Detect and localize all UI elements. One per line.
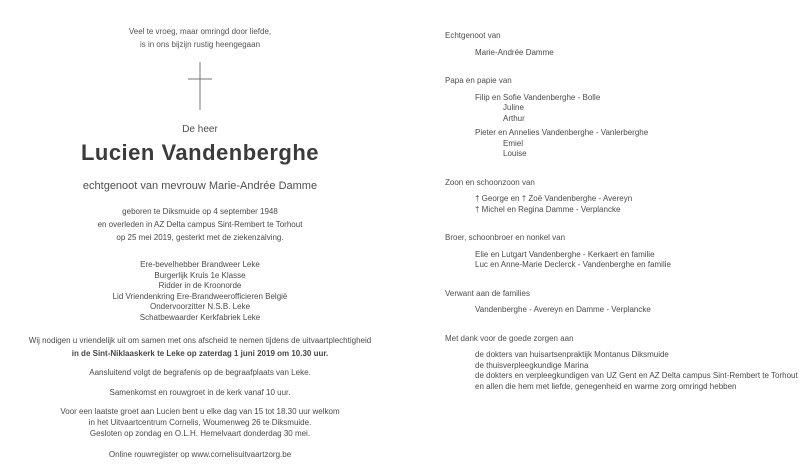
family-sections	[445, 31, 798, 392]
honor-line: Lid Vriendenkring Ere-Brandweerofficieren België	[112, 291, 288, 301]
family-member-line: Marie-Andrée Damme	[475, 47, 554, 57]
deceased-name: Lucien Vandenberghe	[80, 140, 320, 165]
family-member-line: Vandenberghe - Avereyn en Damme - Verplancke	[475, 305, 651, 314]
family-member-line: Elie en Lutgart Vandenberghe - Kerkaert en familie	[475, 249, 655, 259]
birth-death-line: geboren te Diksmuide op 4 september 1948	[122, 207, 278, 216]
family-member-line: Emiel	[503, 138, 524, 148]
family-member-line: en allen die hem met liefde, genegenheid en warme zorg omringd hebben	[475, 381, 737, 391]
family-member-line: de thuisverpleegkundige Marina	[475, 360, 589, 370]
family-member-line: Filip en Sofie Vandenberghe - Bolle	[475, 92, 601, 102]
invitation-line-bold: in de Sint-Niklaaskerk te Leke op zaterdag 1 juni 2019 om 10.30 uur.	[71, 349, 329, 358]
honor-line: Burgerlijk Kruis 1e Klasse	[154, 270, 246, 280]
salutation: De heer	[182, 124, 218, 135]
honor-line: Ere-bevelhebber Brandweer Leke	[140, 260, 260, 269]
family-section	[445, 76, 790, 160]
family-member-line: Luc en Anne-Marie Declerck - Vandenberghe en familie	[475, 260, 671, 269]
birth-death-block	[0, 205, 400, 244]
family-section	[445, 289, 790, 316]
online-register-line: Online rouwregister op www.cornelisuitvaartzorg.be	[108, 450, 292, 459]
family-member-line: Juline	[503, 103, 524, 112]
family-member-line: Pieter en Annelies Vandenberghe - Vanlerberghe	[475, 128, 649, 137]
family-section-label: Echtgenoot van	[445, 31, 501, 40]
family-member-line: Louise	[503, 149, 527, 158]
honor-line: Ondervoorzitter N.S.B. Leke	[149, 302, 251, 311]
birth-death-line: op 25 mei 2019, gesterkt met de ziekenzalving.	[116, 233, 284, 242]
family-member-line: † Michel en Regina Damme - Verplancke	[475, 204, 621, 214]
visitation-line: in het Uitvaartcentrum Cornelis, Woumenweg 26 te Diksmuide.	[88, 418, 312, 427]
family-section-label: Met dank voor de goede zorgen aan	[445, 333, 574, 343]
gathering-line: Samenkomst en rouwgroet in de kerk vanaf 10 uur.	[109, 388, 291, 397]
family-member-line: Arthur	[503, 113, 525, 123]
family-section	[445, 233, 790, 271]
burial-line: Aansluitend volgt de begrafenis op de begraafplaats van Leke.	[89, 368, 311, 377]
family-page	[400, 0, 800, 471]
opening-verse	[0, 25, 400, 51]
family-section	[445, 31, 790, 58]
visitation-line: Voor een laatste groet aan Lucien bent u elke dag van 15 tot 18.30 uur welkom	[60, 407, 340, 416]
birth-death-line: en overleden in AZ Delta campus Sint-Rembert te Torhout	[97, 220, 303, 229]
opening-verse-line: Veel te vroeg, maar omringd door liefde,	[128, 27, 272, 36]
visitation-line: Gesloten op zondag en O.L.H. Hemelvaart donderdag 30 mei.	[89, 429, 311, 438]
opening-verse-line: is in ons bijzijn rustig heengegaan	[139, 40, 261, 49]
latin-cross-icon	[0, 62, 400, 110]
visitation-block	[0, 406, 400, 439]
family-section	[445, 333, 798, 393]
family-member-line: de dokters van huisartsenpraktijk Montanus Diksmuide	[475, 350, 669, 359]
family-member-line: de dokters en verpleegkundigen van UZ Gent en AZ Delta campus Sint-Rembert te Torhout	[475, 371, 798, 380]
spouse-line: echtgenoot van mevrouw Marie-Andrée Damme	[82, 180, 318, 192]
family-section	[445, 178, 790, 216]
invitation-line: Wij nodigen u vriendelijk uit om samen met ons afscheid te nemen tijdens de uitvaartplechtigheid	[28, 336, 372, 345]
family-section-label: Broer, schoonbroer en nonkel van	[445, 233, 566, 242]
honor-line: Ridder in de Kroonorde	[158, 281, 242, 290]
family-section-label: Zoon en schoonzoon van	[445, 177, 535, 187]
honors-block	[0, 260, 400, 323]
family-member-line: † George en † Zoë Vandenberghe - Avereyn	[475, 194, 633, 203]
family-section-label: Verwant aan de families	[445, 288, 530, 298]
invitation-block	[0, 334, 400, 360]
honor-line: Schatbewaarder Kerkfabriek Leke	[139, 312, 261, 322]
family-section-label: Papa en papie van	[445, 76, 512, 85]
